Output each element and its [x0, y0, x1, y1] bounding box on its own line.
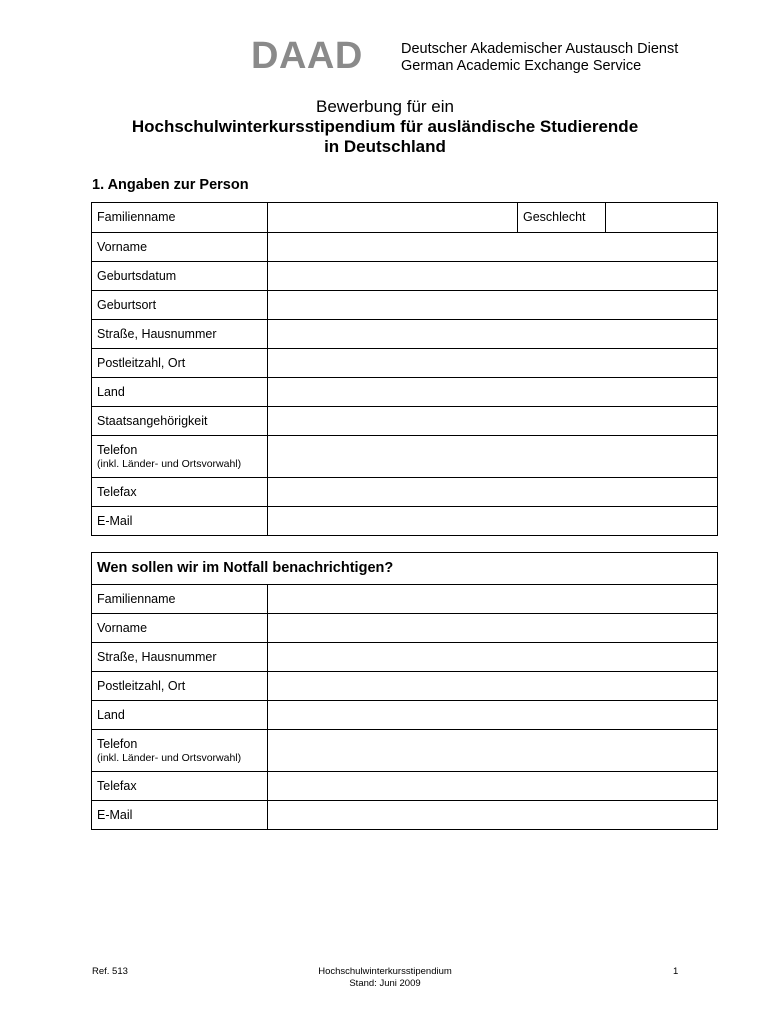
phone-sublabel: (inkl. Länder- und Ortsvorwahl) [97, 458, 242, 470]
emergency-fax-field[interactable] [268, 772, 718, 801]
postal-city-label: Postleitzahl, Ort [92, 349, 268, 378]
birth-place-field[interactable] [268, 291, 718, 320]
title-line-1: Bewerbung für ein [316, 97, 454, 116]
emergency-postal-city-label: Postleitzahl, Ort [92, 672, 268, 701]
gender-label: Geschlecht [518, 203, 606, 233]
daad-logo: DAAD [251, 35, 363, 77]
emergency-email-field[interactable] [268, 801, 718, 830]
surname-label: Familienname [92, 203, 268, 233]
emergency-contact-table [91, 552, 718, 830]
footer-page-number: 1 [673, 966, 679, 977]
nationality-field[interactable] [268, 407, 718, 436]
emergency-contact-heading: Wen sollen wir im Notfall benachrichtigen? [92, 553, 718, 585]
fax-label: Telefax [92, 478, 268, 507]
emergency-surname-label: Familienname [92, 585, 268, 614]
emergency-phone-field[interactable] [268, 730, 718, 772]
emergency-phone-label: Telefon [97, 737, 138, 751]
country-label: Land [92, 378, 268, 407]
title-line-2: Hochschulwinterkursstipendium für ausländische Studierende [131, 117, 639, 136]
birth-date-label: Geburtsdatum [92, 262, 268, 291]
birth-place-label: Geburtsort [92, 291, 268, 320]
title-line-3: in Deutschland [324, 137, 446, 156]
postal-city-field[interactable] [268, 349, 718, 378]
gender-field[interactable] [606, 203, 718, 233]
street-label: Straße, Hausnummer [92, 320, 268, 349]
phone-label-cell [92, 436, 268, 478]
personal-data-table [91, 202, 718, 536]
document-title [0, 97, 770, 157]
footer-document-name: Hochschulwinterkursstipendium [318, 966, 452, 977]
fax-field[interactable] [268, 478, 718, 507]
first-name-field[interactable] [268, 233, 718, 262]
surname-field[interactable] [268, 203, 518, 233]
emergency-email-label: E-Mail [92, 801, 268, 830]
organization-name-de: Deutscher Akademischer Austausch Dienst [401, 41, 679, 57]
organization-name-en: German Academic Exchange Service [401, 57, 642, 74]
footer-date: Stand: Juni 2009 [349, 977, 421, 989]
organization-name [401, 41, 678, 74]
emergency-street-label: Straße, Hausnummer [92, 643, 268, 672]
phone-label: Telefon [97, 443, 138, 457]
first-name-label: Vorname [92, 233, 268, 262]
footer-document-info [0, 966, 770, 989]
footer-reference: Ref. 513 [92, 966, 128, 977]
emergency-first-name-field[interactable] [268, 614, 718, 643]
emergency-postal-city-field[interactable] [268, 672, 718, 701]
phone-field[interactable] [268, 436, 718, 478]
emergency-first-name-label: Vorname [92, 614, 268, 643]
email-field[interactable] [268, 507, 718, 536]
street-field[interactable] [268, 320, 718, 349]
section-personal-heading: 1. Angaben zur Person [92, 177, 249, 193]
nationality-label: Staatsangehörigkeit [92, 407, 268, 436]
emergency-country-field[interactable] [268, 701, 718, 730]
birth-date-field[interactable] [268, 262, 718, 291]
emergency-surname-field[interactable] [268, 585, 718, 614]
country-field[interactable] [268, 378, 718, 407]
emergency-fax-label: Telefax [92, 772, 268, 801]
email-label: E-Mail [92, 507, 268, 536]
emergency-phone-sublabel: (inkl. Länder- und Ortsvorwahl) [97, 752, 242, 764]
emergency-country-label: Land [92, 701, 268, 730]
emergency-phone-label-cell [92, 730, 268, 772]
emergency-street-field[interactable] [268, 643, 718, 672]
